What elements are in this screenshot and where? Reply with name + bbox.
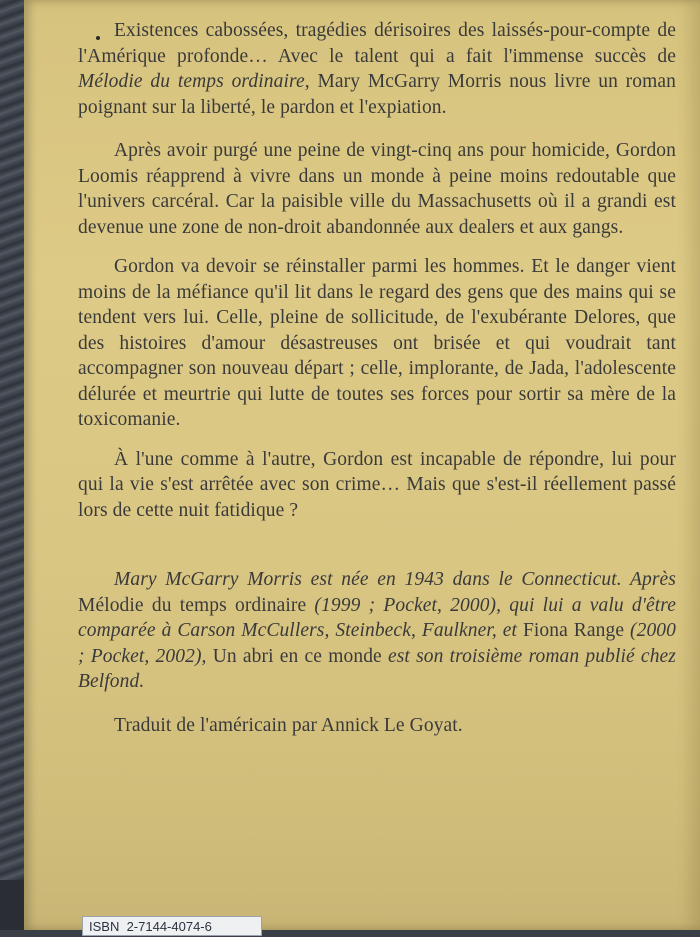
book-title-melodie: Mélodie du temps ordinaire	[78, 71, 305, 92]
book-back-cover	[24, 0, 700, 934]
author-bio	[78, 567, 676, 695]
blurb-paragraph-4: À l'une comme à l'autre, Gordon est incapable de répondre, lui pour qui la vie s'est arrêtée avec son crime… Mais que s'est-il réellement passé lors de cette nuit fatidique ?	[78, 448, 676, 521]
blurb-paragraph-1	[78, 18, 676, 120]
bio-title-un-abri: Un abri en ce monde	[212, 645, 382, 667]
blurb-paragraph-2: Après avoir purgé une peine de vingt-cinq ans pour homicide, Gordon Loomis réapprend à vivre dans un monde à peine moins redoutable que l'univers carcéral. Car la paisible ville du Massachusetts où il a grandi est devenue une zone de non-droit abandonnée aux dealers et aux gangs.	[78, 140, 676, 238]
bio-text-c: (2000 ; Pocket, 2002),	[78, 620, 676, 667]
p1-text-b: , Mary McGarry Morris nous livre un roman poignant sur la liberté, le pardon et l'expiation.	[78, 71, 677, 118]
blurb-paragraph-3: Gordon va devoir se réinstaller parmi les hommes. Et le danger vient moins de la méfiance qu'il lit dans le regard des gens que des mains qui se tendent vers lui. Celle, pleine de sollicitude, de l'exubérante Delores, que des histoires d'amour désastreuses ont brisée et qui voudrait tant accompagner son nouveau départ ; celle, implorante, de Jada, l'adolescente délurée et meurtrie qui lutte de toutes ses forces pour sortir sa mère de la toxicomanie.	[78, 256, 676, 430]
bio-title-melodie: Mélodie du temps ordinaire	[78, 594, 307, 616]
translator-credit: Traduit de l'américain par Annick Le Goyat.	[114, 714, 463, 736]
p1-text-a: Existences cabossées, tragédies dérisoires des laissés-pour-compte de l'Amérique profonde… Avec le talent qui a fait l'immense succès de	[78, 20, 676, 67]
blurb	[78, 18, 676, 738]
bio-title-fiona-range: Fiona Range	[522, 620, 625, 641]
background-edge	[0, 0, 26, 930]
bio-text-d: est son troisième roman publié chez Belfond.	[78, 645, 676, 692]
bio-text-b: (1999 ; Pocket, 2000), qui lui a valu d'être comparée à Carson McCullers, Steinbeck, Faulkner, et	[78, 594, 677, 641]
bio-text-a: Mary McGarry Morris est née en 1943 dans le Connecticut. Après	[114, 569, 676, 590]
isbn-label: ISBN 2-7144-4074-6	[82, 916, 262, 936]
